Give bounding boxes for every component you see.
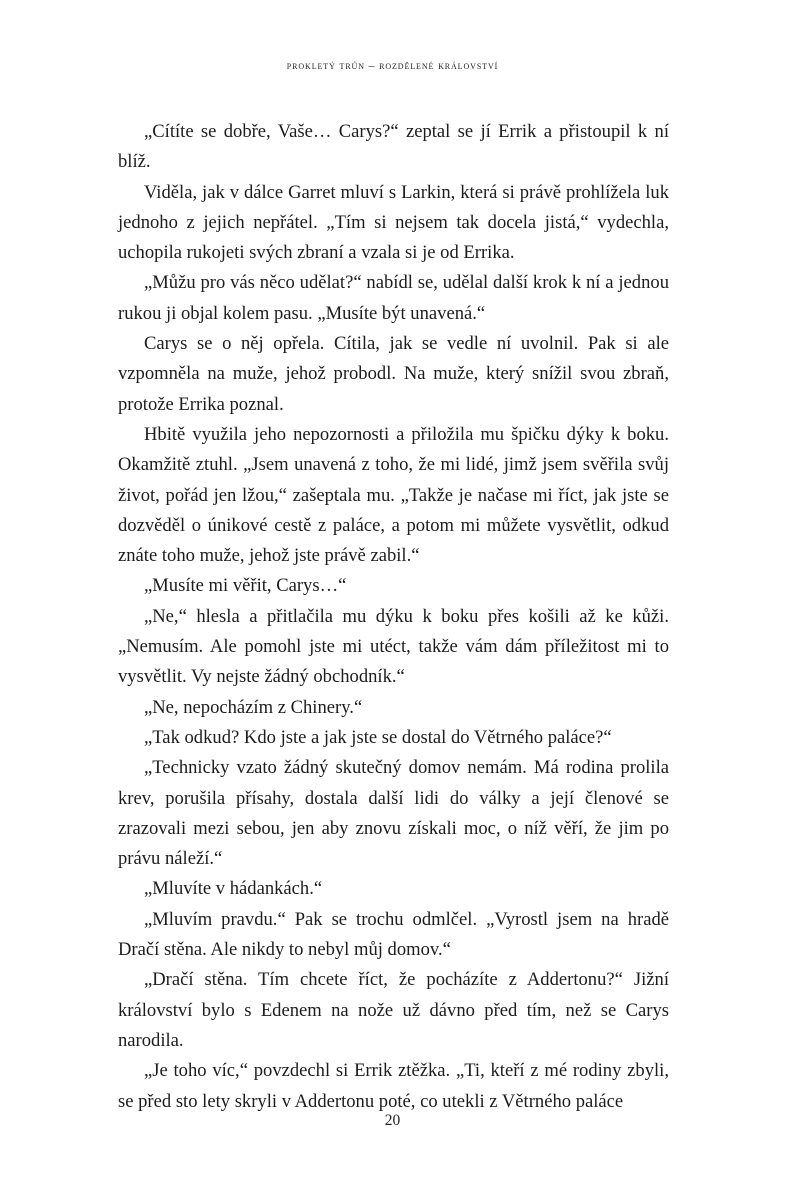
paragraph: „Musíte mi věřit, Carys…“ [144,575,347,597]
paragraph: „Můžu pro vás něco udělat?“ nabídl se, udělal další krok k ní a jednou rukou ji objal kolem pasu. „Musíte být unavená.“ [118,272,669,324]
paragraph: „Ne, nepocházím z Chinery.“ [144,696,363,718]
paragraph: Carys se o něj opřela. Cítila, jak se vedle ní uvolnil. Pak si ale vzpomněla na muže, jehož probodl. Na muže, který snížil svou zbraň, protože Errika poznal. [118,333,669,415]
running-head: prokletý trůn – rozdělené království [286,60,499,72]
paragraph: Viděla, jak v dálce Garret mluví s Larkin, která si právě prohlížela luk jednoho z jejich nepřátel. „Tím si nejsem tak docela jistá,“ vydechla, uchopila rukojeti svých zbraní a vzala si je od Errika. [118,181,669,264]
paragraph: „Technicky vzato žádný skutečný domov nemám. Má rodina prolila krev, porušila přísahy, dostala další lidi do války a její členové se zrazovali mezi sebou, jen aby znovu získali moc, o níž věří, že jim po právu náleží.“ [118,757,669,870]
paragraph: „Tak odkud? Kdo jste a jak jste se dostal do Větrného paláce?“ [144,726,612,748]
page-number: 20 [384,1112,401,1129]
paragraph: „Mluvíte v hádankách.“ [144,878,323,900]
paragraph: „Je toho víc,“ povzdechl si Errik ztěžka. „Ti, kteří z mé rodiny zbyli, se před sto lety skryli v Addertonu poté, co utekli z Větrného paláce [118,1060,669,1112]
paragraph: „Ne,“ hlesla a přitlačila mu dýku k boku přes košili až ke kůži. „Nemusím. Ale pomohl jste mi utéct, takže vám dám příležitost mi to vysvětlit. Vy nejste žádný obchodník.“ [118,605,669,688]
paragraph: „Dračí stěna. Tím chcete říct, že pocházíte z Addertonu?“ Jižní království bylo s Edenem na nože už dávno před tím, než se Carys narodila. [118,969,669,1051]
paragraph: „Cítíte se dobře, Vaše… Carys?“ zeptal se jí Errik a přistoupil k ní blíž. [118,121,669,173]
paragraph: „Mluvím pravdu.“ Pak se trochu odmlčel. „Vyrostl jsem na hradě Dračí stěna. Ale nikdy to nebyl můj domov.“ [118,908,669,961]
body-text [118,117,669,1117]
paragraph: Hbitě využila jeho nepozornosti a přiložila mu špičku dýky k boku. Okamžitě ztuhl. „Jsem unavená z toho, že mi lidé, jimž jsem svěřila svůj život, pořád jen lžou,“ zašeptala mu. „Takže je načase mi říct, jak jste se dozvěděl o únikové cestě z paláce, a potom mi můžete vysvětlit, odkud znáte toho muže, jehož jste právě zabil.“ [118,423,669,567]
